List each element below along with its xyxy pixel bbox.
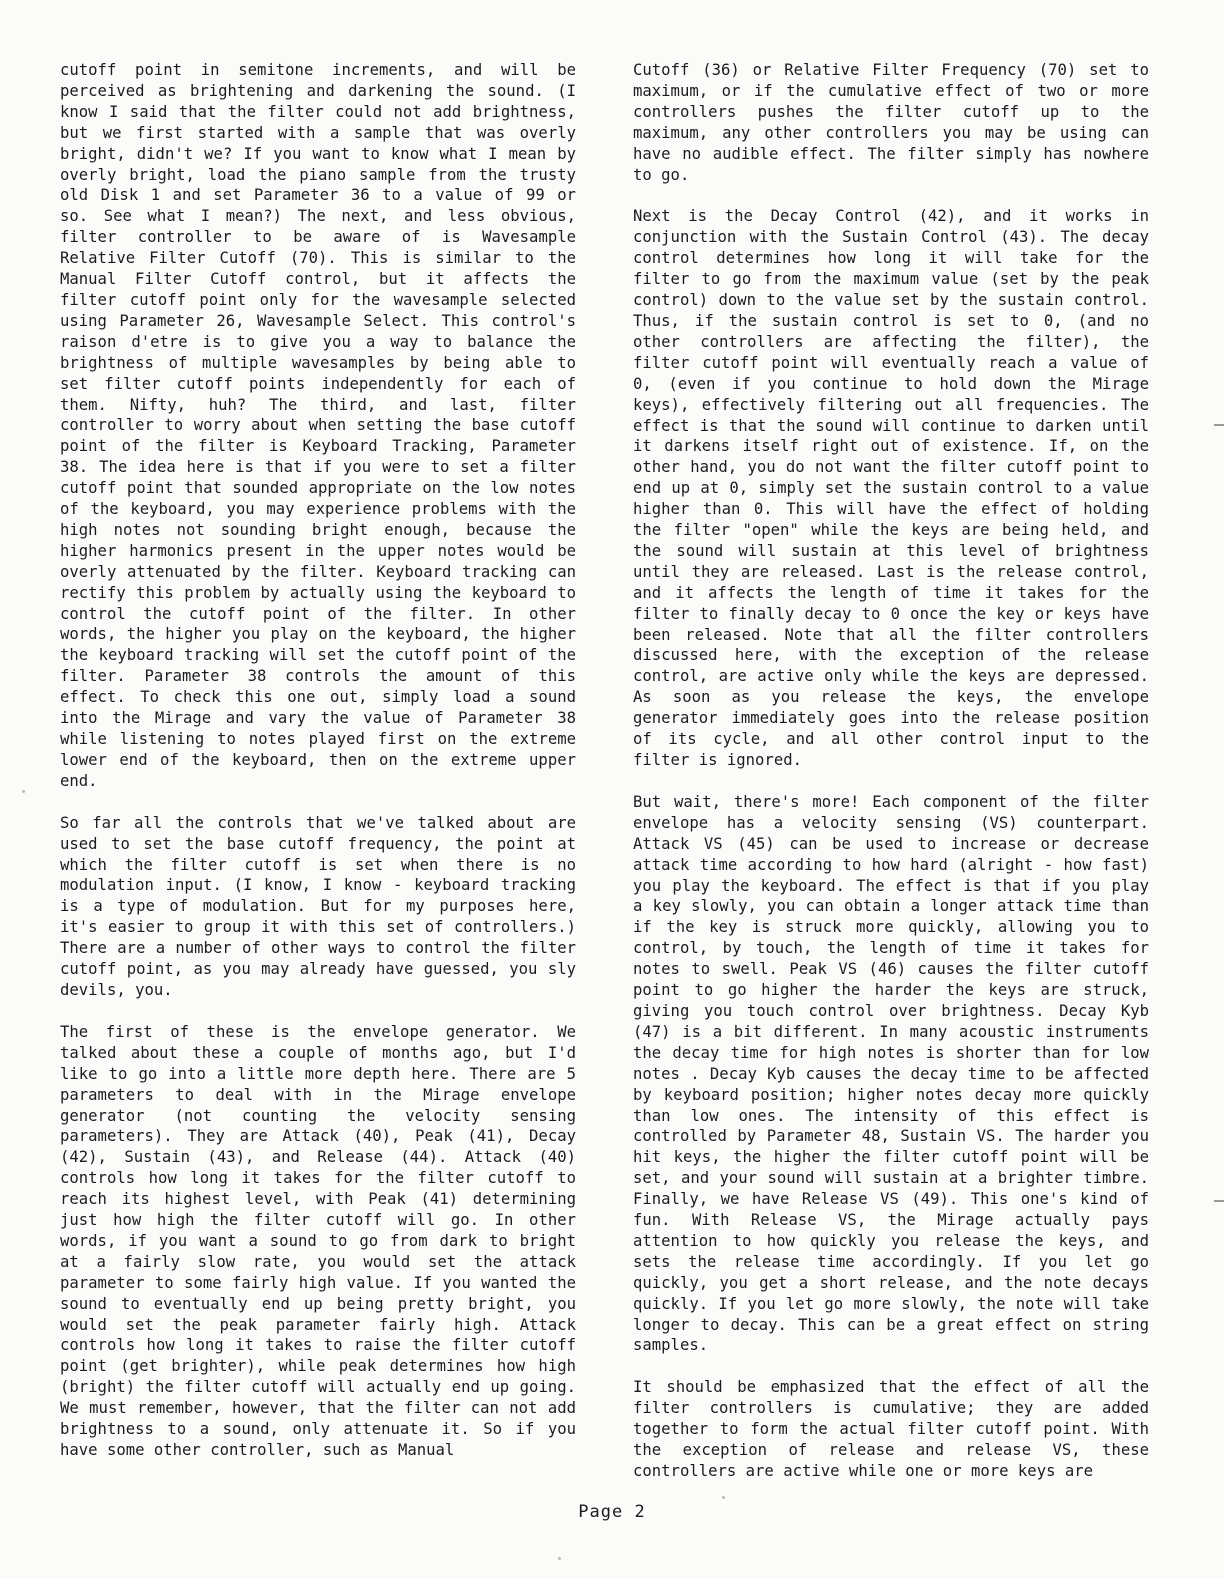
scan-speck (722, 1496, 725, 1499)
left-column (60, 60, 576, 1482)
left-paragraph-3: The first of these is the envelope generator. We talked about these a couple of months ago, but I'd like to go into a little more depth here. There are 5 parameters to deal with in the Mirage envelope generator (not counting the velocity sensing parameters). They are Attack (40), Peak (41), Decay (42), Sustain (43), and Release (44). Attack (40) controls how long it takes for the filter cutoff to reach its highest level, with Peak (41) determining just how high the filter cutoff will go. In other words, if you want a sound to go from dark to bright at a fairly slow rate, you would set the attack parameter to some fairly high value. If you wanted the sound to eventually end up being pretty bright, you would set the peak parameter fairly high. Attack controls how long it takes to raise the filter cutoff point (get brighter), while peak determines how high (bright) the filter cutoff will actually end up going. We must remember, however, that the filter can not add brightness to a sound, only attenuate it. So if you have some other controller, such as Manual (60, 1022, 576, 1459)
left-paragraph-1: cutoff point in semitone increments, and will be perceived as brightening and darkening the sound. (I know I said that the filter could not add brightness, but we first started with a sample that was overly bright, didn't we? If you want to know what I mean by overly bright, load the piano sample from the trusty old Disk 1 and set Parameter 36 to a value of 99 or so. See what I mean?) The next, and less obvious, filter controller to be aware of is Wavesample Relative Filter Cutoff (70). This is similar to the Manual Filter Cutoff control, but it affects the filter cutoff point only for the wavesample selected using Parameter 26, Wavesample Select. This control's raison d'etre is to give you a way to balance the brightness of multiple wavesamples by being able to set filter cutoff points independently for each of them. Nifty, huh? The third, and last, filter controller to worry about when setting the base cutoff point of the filter is Keyboard Tracking, Parameter 38. The idea here is that if you were to set a filter cutoff point that sounded appropriate on the low notes of the keyboard, you may experience problems with the high notes not sounding bright enough, because the higher harmonics present in the upper notes would be overly attenuated by the filter. Keyboard tracking can rectify this problem by actually using the keyboard to control the cutoff point of the filter. In other words, the higher you play on the keyboard, the higher the keyboard tracking will set the cutoff point of the filter. Parameter 38 controls the amount of this effect. To check this one out, simply load a sound into the Mirage and vary the value of Parameter 38 while listening to notes played first on the extreme lower end of the keyboard, then on the extreme upper end. (60, 61, 576, 790)
scan-edge-mark (1214, 424, 1224, 426)
right-paragraph-1: Cutoff (36) or Relative Filter Frequency (70) set to maximum, or if the cumulative effect of two or more controllers pushes the filter cutoff up to the maximum, any other controllers you may be using can have no audible effect. The filter simply has nowhere to go. (633, 61, 1149, 184)
scan-speck (22, 790, 25, 793)
right-paragraph-2: Next is the Decay Control (42), and it works in conjunction with the Sustain Control (43). The decay control determines how long it will take for the filter to go from the maximum value (set by the peak control) down to the value set by the sustain control. Thus, if the sustain control is set to 0, (and no other controllers are affecting the filter), the filter cutoff point will eventually reach a value of 0, (even if you continue to hold down the Mirage keys), effectively filtering out all frequencies. The effect is that the sound will continue to darken until it darkens itself right out of existence. If, on the other hand, you do not want the filter cutoff point to end up at 0, simply set the sustain control to a value higher than 0. This will have the effect of holding the filter "open" while the keys are being held, and the sound will sustain at this level of brightness until they are released. Last is the release control, and it affects the length of time it takes for the filter to finally decay to 0 once the key or keys have been released. Note that all the filter controllers discussed here, with the exception of the release control, are active only while the keys are depressed. As soon as you release the keys, the envelope generator immediately goes into the release position of its cycle, and all other control input to the filter is ignored. (633, 207, 1149, 769)
right-paragraph-3: But wait, there's more! Each component of the filter envelope has a velocity sensing (VS) counterpart. Attack VS (45) can be used to increase or decrease attack time according to how hard (alright - how fast) you play the keyboard. The effect is that if you play a key slowly, you can obtain a longer attack time than if the key is struck more quickly, allowing you to control, by touch, the length of time it takes for notes to swell. Peak VS (46) causes the filter cutoff point to go higher the harder the keys are struck, giving you touch control over brightness. Decay Kyb (47) is a bit different. In many acoustic instruments the decay time for high notes is shorter than for low notes . Decay Kyb causes the decay time to be affected by keyboard position; higher notes decay more quickly than low ones. The intensity of this effect is controlled by Parameter 48, Sustain VS. The harder you hit keys, the higher the filter cutoff point will be set, and your sound will sustain at a brighter timbre. Finally, we have Release VS (49). This one's kind of fun. With Release VS, the Mirage actually pays attention to how quickly you release the keys, and sets the release time accordingly. If you let go quickly, you get a short release, and the note decays quickly. If you let go more slowly, the note will take longer to decay. This can be a great effect on string samples. (633, 792, 1149, 1355)
left-paragraph-2: So far all the controls that we've talked about are used to set the base cutoff frequency, the point at which the filter cutoff is set when there is no modulation input. (I know, I know - keyboard tracking is a type of modulation. But for my purposes here, it's easier to group it with this set of controllers.) There are a number of other ways to control the filter cutoff point, as you may already have guessed, you sly devils, you. (60, 813, 576, 999)
scan-edge-mark (1214, 1200, 1224, 1202)
page-number: Page 2 (578, 1502, 646, 1522)
right-column (633, 60, 1149, 1503)
scan-speck (558, 1557, 561, 1560)
right-paragraph-4: It should be emphasized that the effect of all the filter controllers is cumulative; they are added together to form the actual filter cutoff point. With the exception of release and release VS, these controllers are active while one or more keys are (633, 1378, 1149, 1480)
